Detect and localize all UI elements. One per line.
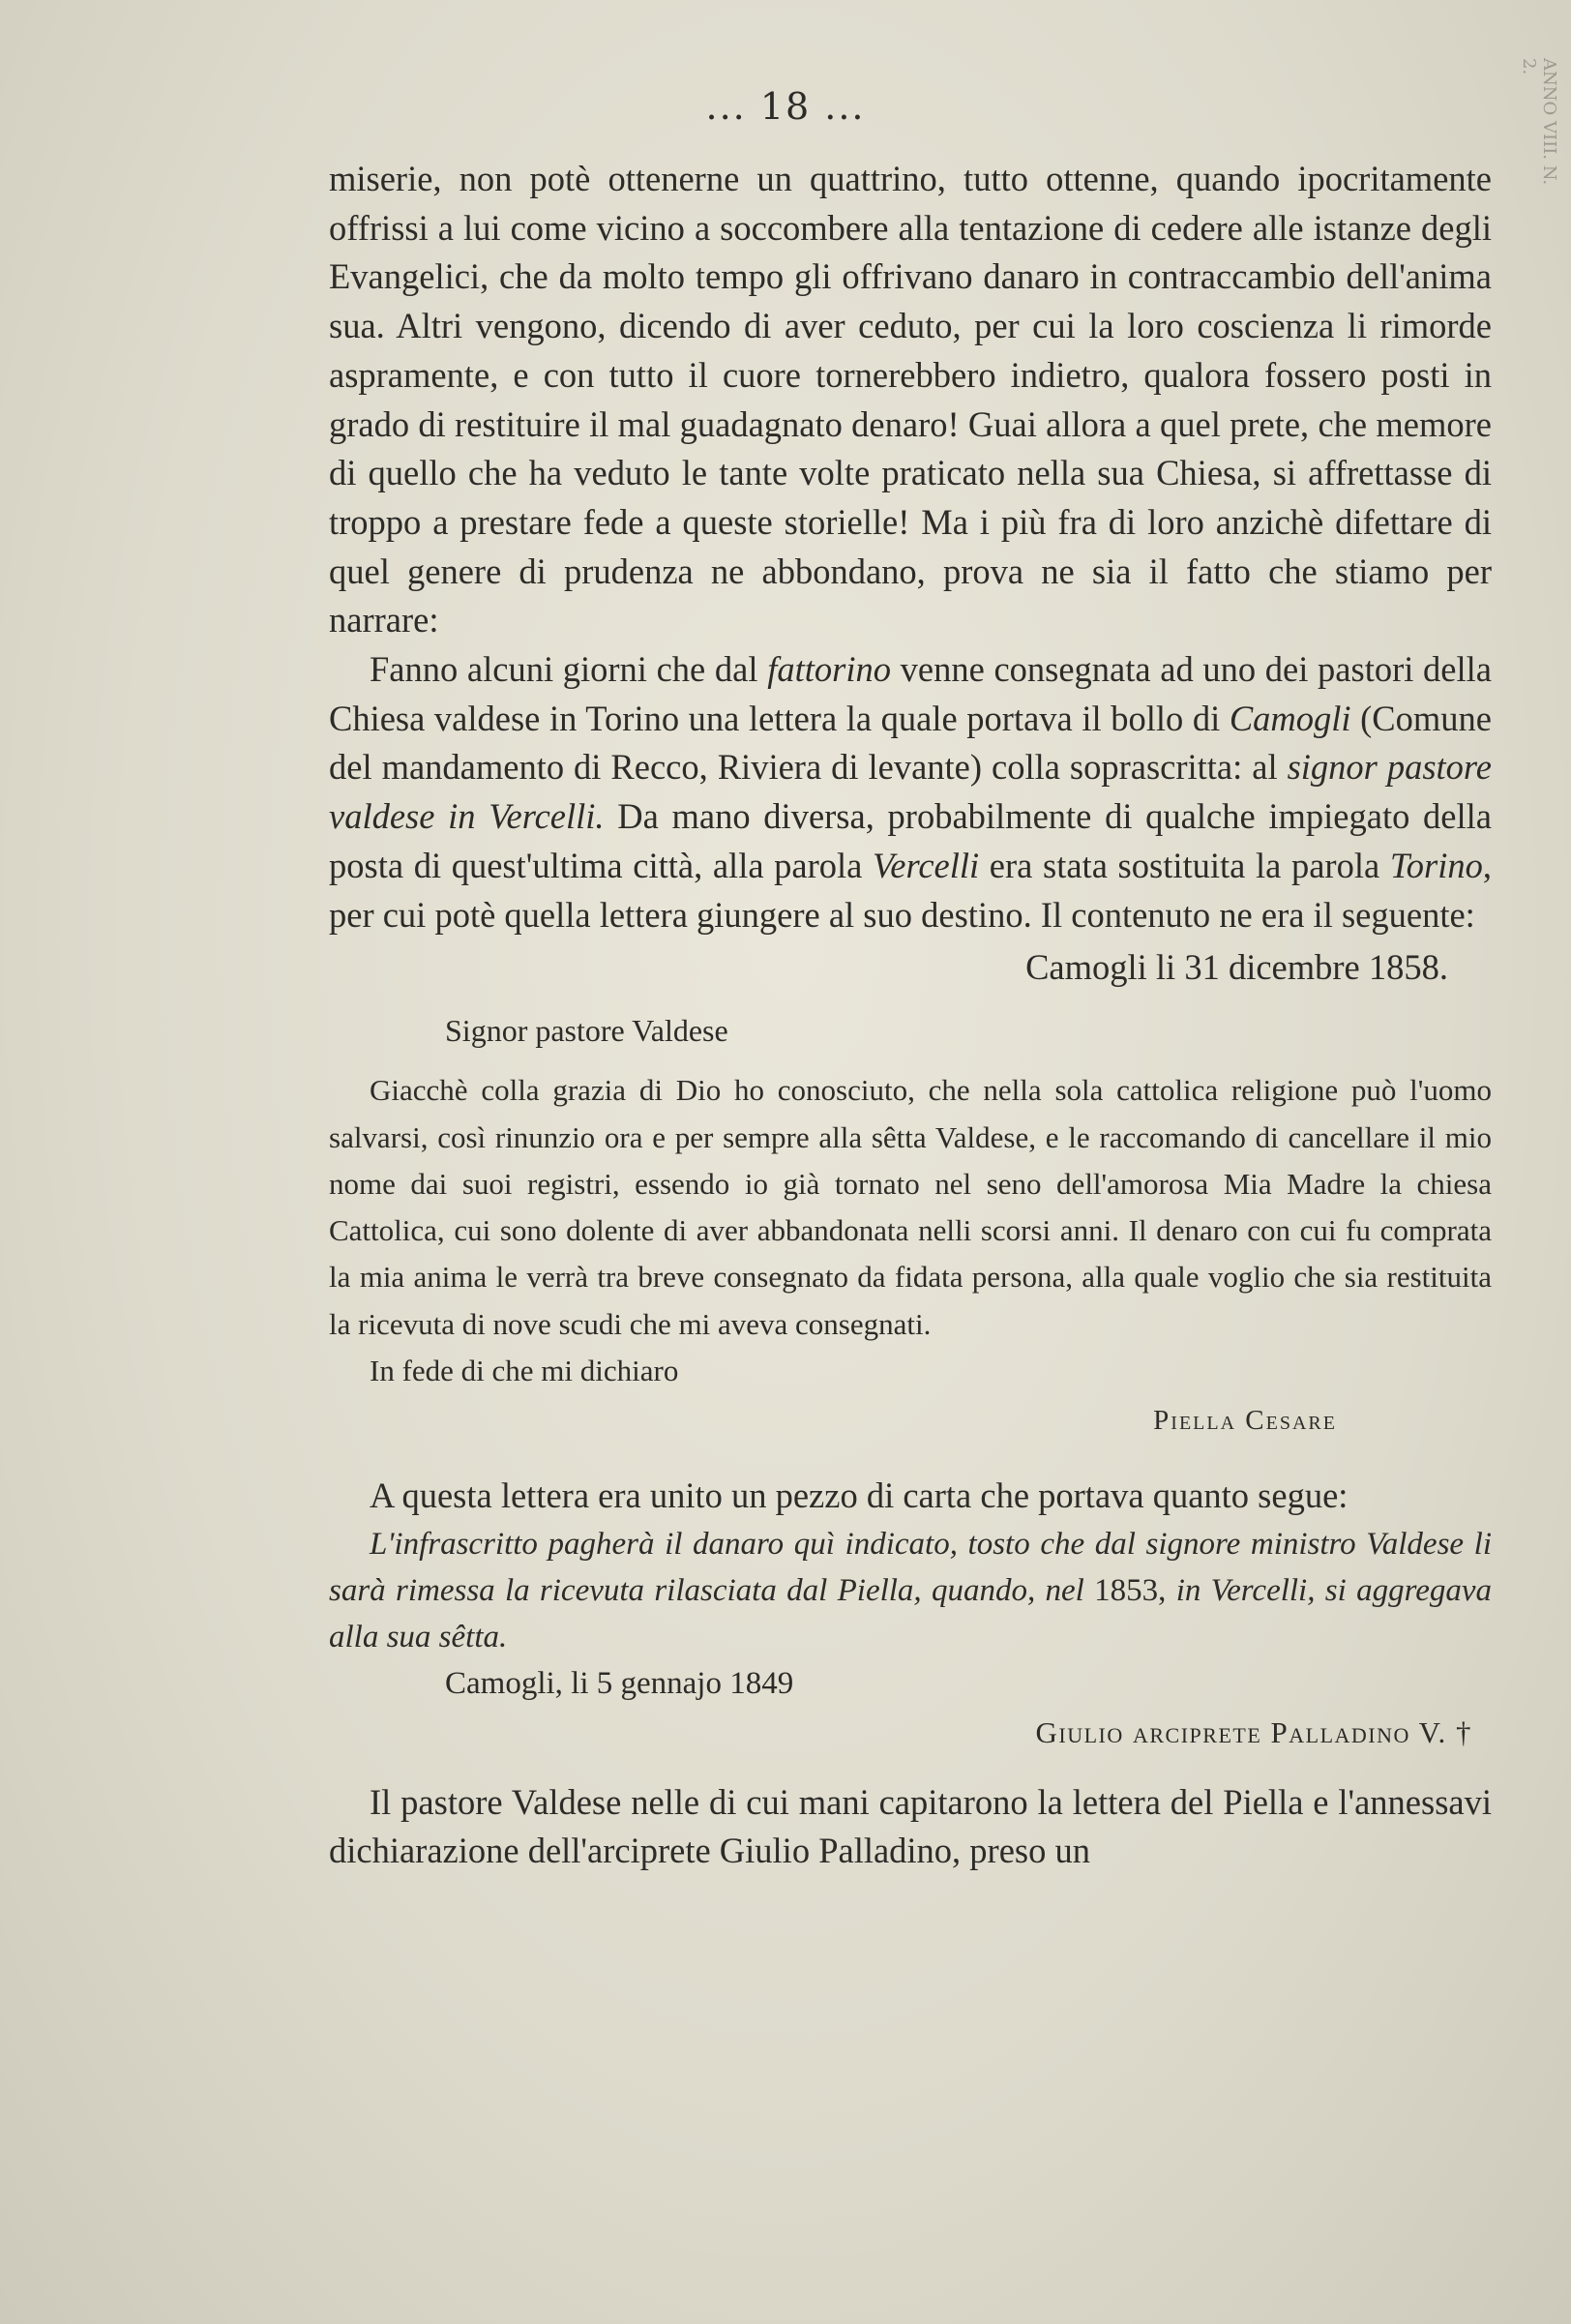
- para2-text-k: , per cui potè quella lettera giungere al suo destino. Il contenuto ne era il seguente:: [329, 845, 1492, 935]
- spacer: [329, 1446, 1492, 1472]
- note-date: Camogli, li 5 gennajo 1849: [445, 1665, 794, 1701]
- spacer-2: [329, 1759, 1492, 1778]
- note-year: 1853,: [1094, 1572, 1167, 1608]
- page-number: ... 18 ...: [705, 85, 866, 128]
- note-text-a: L'infrascritto pagherà il danaro quì indicato, tosto che dal signore ministro Valdese li sarà rimessa la ricevuta rilasciata dal Piella, quando, nel: [329, 1526, 1492, 1608]
- paragraph-4: Il pastore Valdese nelle di cui mani capitarono la lettera del Piella e l'annessavi dichiarazione dell'arciprete Giulio Palladino, preso un: [329, 1781, 1492, 1871]
- paragraph-2: [329, 645, 1492, 939]
- para2-text-i: era stata sostituita la parola: [979, 845, 1390, 885]
- note-text-c: in Vercelli, si aggregava alla sua sêtta.: [329, 1572, 1492, 1654]
- letter-closing: In fede di che mi dichiaro: [370, 1354, 679, 1388]
- para2-text-a: Fanno alcuni giorni che dal: [370, 649, 768, 690]
- para2-italic-address: signor pastore valdese in Vercelli.: [329, 747, 1492, 837]
- para2-italic-torino: Torino: [1389, 845, 1483, 885]
- letter-salutation: Signor pastore Valdese: [445, 1013, 728, 1049]
- paragraph-3: A questa lettera era unito un pezzo di carta che portava quanto segue:: [370, 1475, 1349, 1516]
- text-block: [329, 155, 1492, 1876]
- letter-signature: Piella Cesare: [1153, 1405, 1337, 1437]
- letter-date: Camogli li 31 dicembre 1858.: [1025, 947, 1448, 988]
- para2-italic-vercelli: Vercelli: [873, 845, 980, 885]
- para2-italic-fattorino: fattorino: [767, 649, 891, 690]
- para2-italic-camogli: Camogli: [1229, 698, 1351, 738]
- note-signature: Giulio arciprete Palladino V. †: [1035, 1714, 1472, 1749]
- paragraph-1: miserie, non potè ottenerne un quattrino, tutto ottenne, quando ipocritamente offrissi a lui come vicino a soccombere alla tentazione di cedere alle istanze degli Evangelici, che da molto tempo gli offrivano danaro in contraccambio dell'anima sua. Altri vengono, dicendo di aver ceduto, per cui la loro coscienza li rimorde aspramente, e con tutto il cuore tornerebbero indietro, qualora fossero posti in grado di restituire il mal guadagnato denaro! Guai allora a quel prete, che memore di quello che ha veduto le tante volte praticato nella sua Chiesa, si affrettasse di troppo a prestare fede a queste storielle! Ma i più fra di loro anzichè difettare di quel genere di prudenza ne abbondano, prova ne sia il fatto che stiamo per narrare:: [329, 159, 1492, 641]
- letter-body: Giacchè colla grazia di Dio ho conosciuto, che nella sola cattolica religione può l'uomo salvarsi, così rinunzio ora e per sempre alla sêtta Valdese, e le raccomando di cancellare il mio nome dai suoi registri, essendo io già tornato nel seno dell'amorosa Mia Madre la chiesa Cattolica, cui sono dolente di aver abbandonata nelli scorsi anni. Il denaro con cui fu comprata la mia anima le verrà tra breve consegnato da fidata persona, alla quale voglio che sia restituita la ricevuta di nove scudi che mi aveva consegnati.: [329, 1073, 1492, 1341]
- para2-text-e: (Comune del mandamento di Recco, Riviera di levante) colla soprascritta: al: [329, 698, 1492, 788]
- spine-text: ANNO VIII. N. 2.: [1519, 58, 1559, 186]
- para2-text-g: Da mano diversa, probabilmente di qualche impiegato della posta di quest'ultima città, alla parola: [329, 796, 1492, 885]
- para2-text-c: venne consegnata ad uno dei pastori della Chiesa valdese in Torino una lettera la quale portava il bollo di: [329, 649, 1492, 738]
- attached-note: [329, 1521, 1492, 1660]
